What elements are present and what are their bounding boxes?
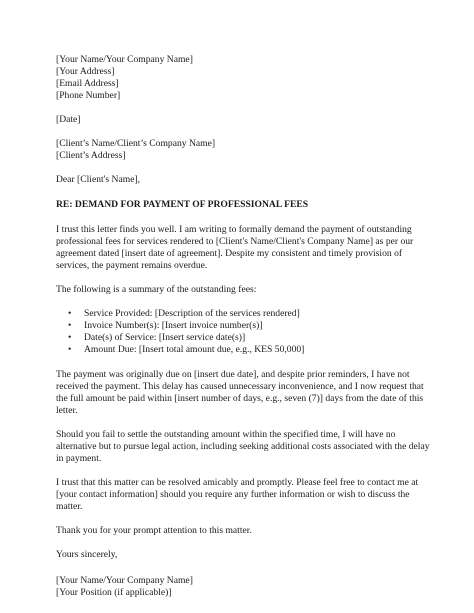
intro-paragraph bbox=[56, 224, 422, 272]
fees-list bbox=[56, 308, 422, 356]
bullet-icon: • bbox=[68, 332, 72, 343]
bullet-icon: • bbox=[68, 320, 72, 331]
due-line: letter. bbox=[56, 405, 78, 416]
demand-letter bbox=[56, 54, 430, 599]
intro-line: professional fees for services rendered to [Client's Name/Client's Company Name] as per our bbox=[56, 236, 414, 247]
fee-item-text: Invoice Number(s): [Insert invoice number(s)] bbox=[84, 320, 263, 331]
fee-item-text: Date(s) of Service: [Insert service date(s)] bbox=[84, 332, 246, 343]
legal-line: alternative but to pursue legal action, including seeking additional costs associated with the delay bbox=[56, 441, 430, 452]
letter-date: [Date] bbox=[56, 114, 81, 125]
due-line: The payment was originally due on [insert due date], and despite prior reminders, I have not bbox=[56, 369, 410, 380]
fee-item-text: Service Provided: [Description of the services rendered] bbox=[84, 308, 300, 319]
intro-line: services, the payment remains overdue. bbox=[56, 260, 208, 271]
intro-line: agreement dated [insert date of agreement]. Despite my consistent and timely provision of bbox=[56, 248, 403, 259]
closing-line: Yours sincerely, bbox=[56, 549, 118, 560]
fee-item-invoice bbox=[56, 320, 422, 332]
intro-line: I trust this letter finds you well. I am writing to formally demand the payment of outstanding bbox=[56, 224, 412, 235]
salutation: Dear [Client's Name], bbox=[56, 174, 141, 185]
legal-line: Should you fail to settle the outstanding amount within the specified time, I will have no bbox=[56, 429, 396, 440]
bullet-icon: • bbox=[68, 344, 72, 355]
summary-intro: The following is a summary of the outstanding fees: bbox=[56, 284, 257, 295]
recipient-address: [Client’s Address] bbox=[56, 150, 126, 161]
legal-paragraph bbox=[56, 429, 430, 465]
signature-position: [Your Position (if applicable)] bbox=[56, 587, 172, 598]
sender-address: [Your Address] bbox=[56, 66, 115, 77]
sender-email: [Email Address] bbox=[56, 78, 119, 89]
resolve-paragraph bbox=[56, 477, 422, 513]
sender-block bbox=[56, 54, 422, 102]
sender-name: [Your Name/Your Company Name] bbox=[56, 54, 193, 65]
legal-line: in payment. bbox=[56, 453, 102, 464]
bullet-icon: • bbox=[68, 308, 72, 319]
due-line: the full amount be paid within [insert number of days, e.g., seven (7)] days from the date of this bbox=[56, 393, 424, 404]
fee-item-amount bbox=[56, 344, 422, 356]
resolve-line: [your contact information] should you require any further information or wish to discuss the bbox=[56, 489, 410, 500]
signature-name: [Your Name/Your Company Name] bbox=[56, 575, 193, 586]
fee-item-service bbox=[56, 308, 422, 320]
subject-line: RE: DEMAND FOR PAYMENT OF PROFESSIONAL FEES bbox=[56, 199, 309, 210]
resolve-line: matter. bbox=[56, 501, 83, 512]
resolve-line: I trust that this matter can be resolved amicably and promptly. Please feel free to contact me at bbox=[56, 477, 419, 488]
due-line: received the payment. This delay has caused unnecessary inconvenience, and I now request that bbox=[56, 381, 424, 392]
recipient-name: [Client’s Name/Client’s Company Name] bbox=[56, 138, 216, 149]
fee-item-text: Amount Due: [Insert total amount due, e.g., KES 50,000] bbox=[84, 344, 305, 355]
fee-item-dates bbox=[56, 332, 422, 344]
recipient-block bbox=[56, 138, 422, 162]
signature-block bbox=[56, 575, 422, 599]
due-paragraph bbox=[56, 369, 422, 417]
thanks-line: Thank you for your prompt attention to this matter. bbox=[56, 525, 252, 536]
sender-phone: [Phone Number] bbox=[56, 90, 121, 101]
